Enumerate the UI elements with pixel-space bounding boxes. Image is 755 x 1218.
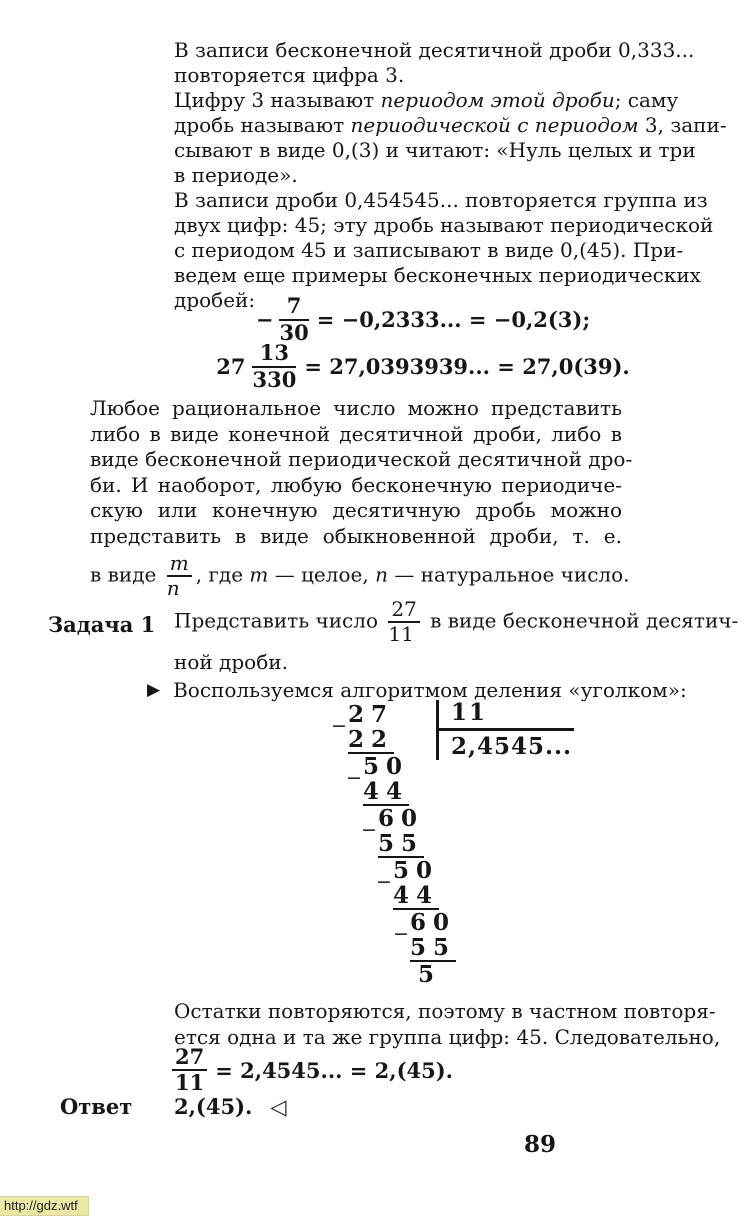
fraction	[279, 295, 308, 343]
italic-term: m	[249, 562, 269, 587]
display-formula-1	[174, 293, 672, 345]
minus-sign: −	[393, 923, 409, 945]
text-segment: в виде	[90, 562, 163, 587]
formula-rhs: = 2,4545... = 2,(45).	[215, 1057, 453, 1083]
text-line: либо в виде конечной десятичной дроби, либо в	[90, 421, 622, 446]
minuend: 60	[410, 909, 457, 936]
page-number: 89	[524, 1131, 557, 1158]
minus-sign: −	[255, 307, 274, 332]
text-line	[174, 113, 727, 138]
minuend: 50	[363, 753, 410, 780]
answer-value: 2,(45).	[174, 1094, 253, 1119]
division-pair	[361, 805, 425, 858]
subtrahend: 55	[378, 830, 425, 857]
text-line: представить в виде обыкновенной дроби, т. е.	[90, 523, 622, 548]
text-segment: — натуральное число.	[387, 562, 630, 587]
subtrahend: 55	[410, 934, 457, 961]
text-line	[174, 597, 739, 646]
italic-term: периодом этой дроби	[380, 88, 615, 112]
text-segment: 3, запи-	[638, 113, 727, 137]
task-statement	[174, 597, 739, 675]
task-label: Задача 1	[48, 612, 156, 637]
text-line: ной дроби.	[174, 650, 288, 674]
intro-section	[174, 38, 727, 313]
whole-part: 27	[216, 354, 246, 379]
subtrahend: 44	[363, 778, 410, 805]
text-line: скую или конечную десятичную дробь можно	[90, 498, 622, 523]
division-pair	[393, 909, 457, 962]
answer-row	[174, 1094, 287, 1119]
minuend: 27	[348, 701, 395, 728]
text-line: Любое рациональное число можно представить	[90, 396, 622, 420]
subtrahend: 22	[348, 726, 395, 753]
text-line	[174, 88, 679, 113]
denominator: 11	[388, 622, 414, 646]
division-pair	[346, 753, 410, 806]
minus-sign: −	[346, 767, 362, 789]
subtrahend: 44	[393, 882, 440, 909]
divisor: 11	[439, 700, 574, 731]
text-line: повторяется цифра 3.	[174, 63, 405, 87]
text-line: В записи дроби 0,454545... повторяется группа из	[174, 188, 708, 212]
numerator: m	[167, 553, 192, 577]
fraction	[252, 342, 296, 390]
quotient: 2,4545...	[451, 733, 573, 760]
formula-rhs: = 27,0393939... = 27,0(39).	[304, 354, 630, 379]
display-formulas	[174, 293, 672, 392]
division-pair	[376, 857, 440, 910]
text-segment: , где	[195, 562, 250, 587]
text-line: ведем еще примеры бесконечных периодических	[174, 263, 701, 287]
text-line: ется одна и та же группа цифр: 45. Следовательно,	[174, 1025, 721, 1049]
conclusion-paragraph	[174, 998, 721, 1050]
text-segment: дробь называют	[174, 113, 351, 137]
answer-label: Ответ	[60, 1094, 133, 1119]
final-remainder: 5	[418, 961, 435, 988]
fraction-27-11	[388, 599, 419, 645]
text-line	[90, 550, 630, 600]
divisor-box	[436, 700, 574, 760]
text-line: дробей:	[174, 288, 256, 312]
text-segment: Представить число	[174, 608, 385, 633]
formula-rhs: = −0,2333... = −0,2(3);	[316, 307, 591, 332]
minus-sign: −	[361, 819, 377, 841]
minus-sign: −	[331, 715, 347, 737]
italic-term: n	[375, 562, 388, 587]
minuend: 50	[393, 857, 440, 884]
denominator: n	[166, 575, 180, 600]
text-segment: ; саму	[614, 88, 679, 112]
minus-sign: −	[376, 871, 392, 893]
theory-paragraph	[90, 396, 633, 600]
text-line: В записи бесконечной десятичной дроби 0,333...	[174, 38, 695, 62]
text-segment: — целое,	[268, 562, 376, 587]
denominator: 30	[279, 319, 309, 345]
text-line: Остатки повторяются, поэтому в частном повторя-	[174, 999, 716, 1023]
text-line: с периодом 45 и записывают в виде 0,(45). При-	[174, 238, 684, 262]
minuend: 60	[378, 805, 425, 832]
denominator: 330	[252, 366, 297, 392]
text-line: сывают в виде 0,(3) и читают: «Нуль целых и три	[174, 138, 696, 162]
text-segment: Цифру 3 называют	[174, 88, 381, 112]
italic-term: периодической с периодом	[350, 113, 639, 137]
solution-intro	[147, 678, 687, 702]
conclusion-formula	[172, 1046, 453, 1094]
long-division	[331, 699, 573, 988]
status-url-tooltip: http://gdz.wtf	[0, 1196, 89, 1216]
numerator: 27	[388, 599, 419, 623]
text-line: в периоде».	[174, 163, 298, 187]
display-formula-2	[174, 340, 672, 392]
text-segment: в виде бесконечной десятич-	[423, 608, 739, 633]
solution-intro-text: Воспользуемся алгоритмом деления «уголком»:	[173, 678, 687, 702]
text-line: виде бесконечной периодической десятичной дро-	[90, 447, 633, 472]
fraction-m-n	[166, 550, 192, 600]
text-line: би. И наоборот, любую бесконечную периодиче-	[90, 472, 622, 497]
denominator: 11	[175, 1070, 205, 1096]
solution-start-icon: ▶	[147, 680, 161, 700]
division-pair	[331, 701, 395, 754]
numerator: 13	[252, 342, 296, 367]
fraction-27-11	[172, 1046, 207, 1094]
text-line: двух цифр: 45; эту дробь называют периодической	[174, 213, 714, 237]
numerator: 7	[279, 295, 308, 320]
solution-end-icon: ◁	[270, 1094, 287, 1119]
numerator: 27	[172, 1046, 207, 1071]
